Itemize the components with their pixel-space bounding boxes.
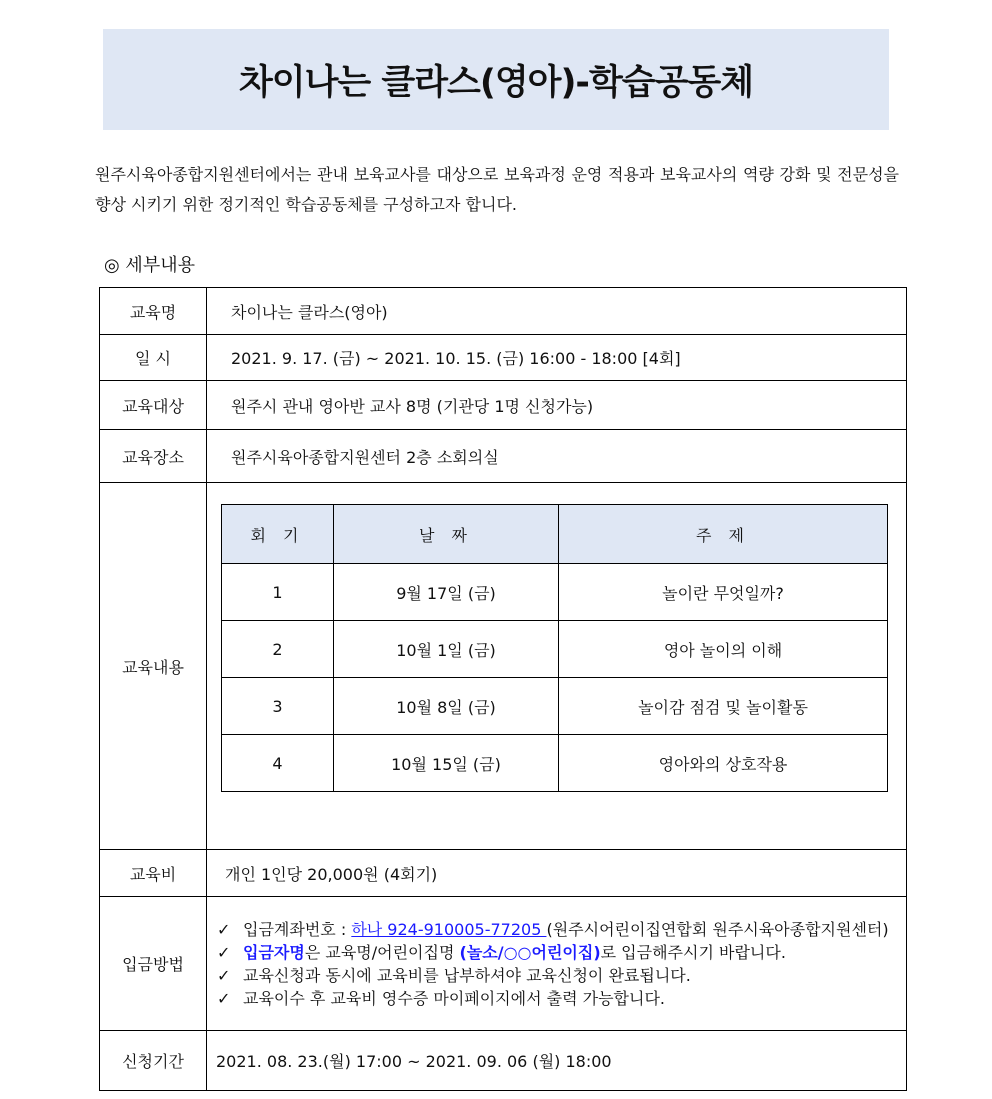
intro-paragraph: 원주시육아종합지원센터에서는 관내 보육교사를 대상으로 보육과정 운영 적용과 보육교사의 역량 강화 및 전문성을 향상 시키기 위한 정기적인 학습공동체를 구성하고자 합니다. (95, 165, 899, 214)
payment-note-receipt: 교육이수 후 교육비 영수증 마이페이지에서 출력 가능합니다. (243, 988, 666, 1008)
row-place (100, 430, 907, 483)
payment-item-account (217, 918, 906, 941)
row-content (100, 483, 907, 850)
label-fee: 교육비 (100, 850, 207, 897)
payment-list (207, 918, 906, 1010)
label-target: 교육대상 (100, 381, 207, 430)
value-datetime: 2021. 9. 17. (금) ~ 2021. 10. 15. (금) 16:00 - 18:00 [4회] (207, 335, 907, 381)
topic-cell: 놀이란 무엇일까? (559, 564, 888, 621)
content-cell (207, 483, 907, 850)
section-heading: ◎ 세부내용 (104, 255, 195, 276)
check-icon: ✓ (217, 965, 231, 985)
session-cell: 4 (222, 735, 334, 792)
date-cell: 10월 1일 (금) (334, 621, 559, 678)
label-period: 신청기간 (100, 1031, 207, 1091)
schedule-row (222, 735, 888, 792)
session-cell: 1 (222, 564, 334, 621)
label-name: 교육명 (100, 288, 207, 335)
payment-note-complete: 교육신청과 동시에 교육비를 납부하셔야 교육신청이 완료됩니다. (243, 965, 691, 985)
header-session: 회 기 (222, 505, 334, 564)
schedule-row (222, 678, 888, 735)
details-table (99, 287, 907, 1091)
row-name (100, 288, 907, 335)
row-period (100, 1031, 907, 1091)
header-topic: 주 제 (559, 505, 888, 564)
payment-item-complete (217, 964, 906, 987)
value-place: 원주시육아종합지원센터 2층 소회의실 (207, 430, 907, 483)
schedule-row (222, 564, 888, 621)
session-cell: 2 (222, 621, 334, 678)
date-cell: 10월 15일 (금) (334, 735, 559, 792)
header-date: 날 짜 (334, 505, 559, 564)
date-cell: 10월 8일 (금) (334, 678, 559, 735)
check-icon: ✓ (217, 988, 231, 1008)
value-name: 차이나는 클라스(영아) (207, 288, 907, 335)
payment-item-receipt (217, 987, 906, 1010)
schedule-header-row (222, 505, 888, 564)
depositor-end: 로 입금해주시기 바랍니다. (600, 942, 786, 962)
row-datetime (100, 335, 907, 381)
value-period: 2021. 08. 23.(월) 17:00 ~ 2021. 09. 06 (월) 18:00 (207, 1031, 907, 1091)
label-payment: 입금방법 (100, 897, 207, 1031)
depositor-mid: 은 교육명/어린이집명 (304, 942, 460, 962)
row-target (100, 381, 907, 430)
value-fee: 개인 1인당 20,000원 (4회기) (207, 850, 907, 897)
check-icon: ✓ (217, 919, 231, 939)
account-holder: (원주시어린이집연합회 원주시육아종합지원센터) (546, 919, 889, 939)
topic-cell: 영아와의 상호작용 (559, 735, 888, 792)
payment-cell (207, 897, 907, 1031)
account-number: 하나 924-910005-77205 (351, 919, 547, 939)
page-title: 차이나는 클라스(영아)-학습공동체 (238, 62, 754, 103)
value-target: 원주시 관내 영아반 교사 8명 (기관당 1명 신청가능) (207, 381, 907, 430)
row-fee (100, 850, 907, 897)
payment-item-depositor (217, 941, 906, 964)
depositor-label: 입금자명 (243, 942, 305, 962)
depositor-example: (놀소/○○어린이집) (459, 942, 601, 962)
topic-cell: 영아 놀이의 이해 (559, 621, 888, 678)
title-banner (103, 29, 889, 130)
session-cell: 3 (222, 678, 334, 735)
label-content: 교육내용 (100, 483, 207, 850)
account-prefix: 입금계좌번호 : (243, 919, 352, 939)
check-icon: ✓ (217, 942, 231, 962)
date-cell: 9월 17일 (금) (334, 564, 559, 621)
schedule-table (221, 504, 888, 792)
topic-cell: 놀이감 점검 및 놀이활동 (559, 678, 888, 735)
row-payment (100, 897, 907, 1031)
schedule-row (222, 621, 888, 678)
label-datetime: 일 시 (100, 335, 207, 381)
label-place: 교육장소 (100, 430, 207, 483)
